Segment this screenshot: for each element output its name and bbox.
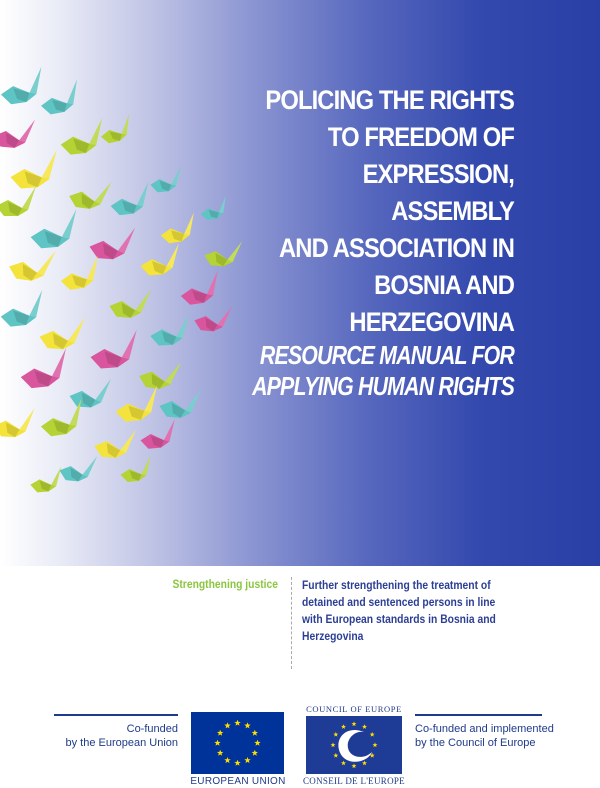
eu-flag-icon: [191, 712, 284, 774]
dashed-divider: [291, 577, 292, 669]
eu-label: EUROPEAN UNION: [190, 776, 286, 787]
cofunded-line: by the European Union: [65, 737, 178, 749]
title-line: BOSNIA AND: [374, 270, 514, 300]
footer-rule-left: [54, 714, 178, 716]
project-line: Herzegovina: [302, 629, 364, 643]
document-subtitle: [252, 340, 514, 402]
cofunded-coe-text: [415, 722, 555, 750]
bird-shape: [109, 182, 152, 216]
project-description: [302, 577, 508, 645]
bird-shape: [69, 376, 111, 409]
bird-shape: [109, 286, 151, 319]
footer-rule-right: [415, 714, 542, 716]
title-line: EXPRESSION, ASSEMBLY: [362, 159, 514, 226]
subtitle-line: RESOURCE MANUAL FOR: [259, 340, 514, 370]
bird-shape: [29, 467, 63, 493]
bird-shape: [203, 237, 242, 268]
council-of-europe-logo-icon: [306, 716, 402, 774]
bird-shape: [158, 213, 197, 245]
bird-shape: [178, 271, 222, 306]
bird-shape: [89, 225, 135, 261]
subtitle-line: APPLYING HUMAN RIGHTS: [252, 371, 514, 401]
cofunded-line: Co-funded: [126, 723, 178, 735]
project-line: Further strengthening the treatment of: [302, 578, 491, 592]
bird-shape: [119, 456, 153, 483]
document-title: [259, 82, 514, 341]
bird-shape: [198, 195, 229, 221]
bird-shape: [38, 79, 83, 115]
project-line: detained and sentenced persons in line: [302, 595, 496, 609]
bird-shape: [149, 166, 183, 193]
coe-label-fr: CONSEIL DE L'EUROPE: [303, 776, 405, 786]
bird-shape: [0, 406, 35, 438]
programme-label: Strengthening justice: [172, 577, 278, 591]
bird-shape: [193, 302, 232, 333]
title-line: AND ASSOCIATION IN: [279, 233, 514, 263]
bird-shape: [139, 419, 177, 449]
bird-shape: [58, 256, 102, 291]
cofunded-line: Co-funded and implemented: [415, 723, 554, 735]
bird-shape: [58, 452, 97, 483]
bird-shape: [58, 118, 105, 155]
bird-shape: [29, 209, 80, 249]
origami-birds-illustration: [0, 60, 260, 500]
bird-shape: [68, 176, 112, 211]
bird-shape: [89, 330, 139, 369]
cofunded-eu-text: [54, 722, 178, 750]
bird-shape: [94, 426, 136, 459]
bird-shape: [138, 356, 182, 391]
cofunded-line: by the Council of Europe: [415, 737, 536, 749]
bird-shape: [9, 150, 59, 189]
bird-shape: [149, 314, 191, 346]
bird-shape: [0, 116, 35, 149]
bird-shape: [8, 245, 56, 284]
bird-shape: [113, 385, 160, 422]
project-line: with European standards in Bosnia and: [302, 612, 496, 626]
bird-shape: [139, 243, 181, 276]
bird-shape: [0, 67, 46, 106]
bird-shape: [18, 348, 70, 389]
bird-shape: [39, 315, 85, 351]
title-line: TO FREEDOM OF: [327, 122, 514, 152]
title-line: POLICING THE RIGHTS: [265, 85, 514, 115]
bird-shape: [159, 386, 201, 419]
bird-shape: [98, 114, 134, 144]
coe-label-en: COUNCIL OF EUROPE: [306, 704, 402, 714]
bird-shape: [38, 399, 86, 438]
bird-flock: [0, 67, 242, 493]
bird-shape: [0, 290, 46, 327]
bird-shape: [0, 186, 36, 216]
title-line: HERZEGOVINA: [349, 307, 514, 337]
